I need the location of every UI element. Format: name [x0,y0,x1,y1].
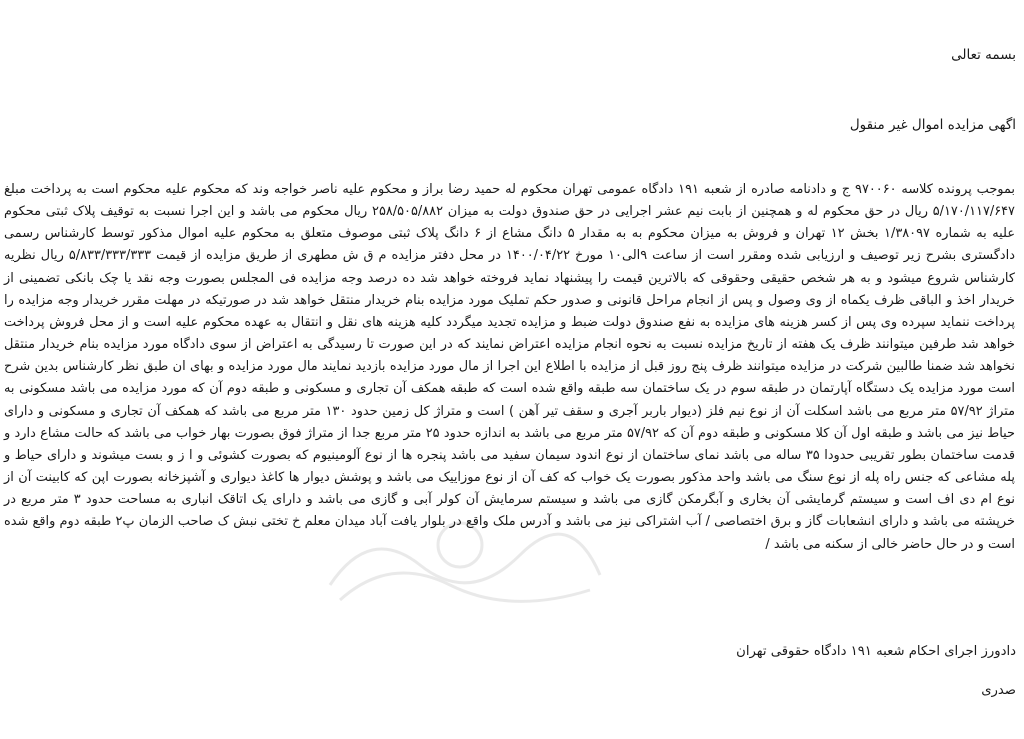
notice-title: اگهی مزایده اموال غیر منقول [849,117,1016,133]
signatory-title: دادورز اجرای احکام شعبه ۱۹۱ دادگاه حقوقی تهران [736,644,1016,659]
signatory-name: صدری [981,683,1016,698]
notice-body-text: بموجب پرونده کلاسه ۹۷۰۰۶۰ ج و دادنامه صادره از شعبه ۱۹۱ دادگاه عمومی تهران محکوم له حمید رضا براز و محکوم علیه ناصر خواجه وند که محکوم علیه محکوم است به پرداخت مبلغ ۵/۱۷۰/۱۱۷/۶۴۷ ریال در حق محکوم له و همچنین از بابت نیم عشر اجرایی در حق صندوق دولت به میزان ۲۵۸/۵۰۵/۸۸۲ ریال محکوم می باشد و این اجرا نسبت به توقیف پلاک ثبتی محکوم علیه به شماره ۱/۳۸۰۹۷ بخش ۱۲ تهران و فروش به میزان محکوم به به مقدار ۵ دانگ مشاع از ۶ دانگ پلاک ثبتی موصوف متعلق به محکوم علیه اموال مذکور توسط کارشناس رسمی دادگستری بشرح زیر توصیف و ارزیابی شده ومقرر است از ساعت ۹الی۱۰ مورخ ۱۴۰۰/۰۴/۲۲ در محل دفتر مزایده م ق ش مطهری از طریق مزایده از قیمت ۵/۸۳۳/۳۳۳/۳۳۳ ریال نظریه کارشناس شروع میشود و به هر شخص حقیقی وحقوقی که بالاترین قیمت را پیشنهاد نماید فروخته خواهد شد ده درصد وجه مزایده فی المجلس بصورت وجه نقد یا چک بانکی تضمینی از خریدار اخذ و الباقی ظرف یکماه از وی وصول و پس از انجام مراحل قانونی و صدور حکم تملیک مورد مزایده بنام خریدار منتقل خواهد شد در صورتیکه در مهلت مقرر خریدار وجه مزایده را پرداخت ننماید سپرده وی پس از کسر هزینه های مزایده به نفع صندوق دولت ضبط و مزایده تجدید میگردد کلیه هزینه های نقل و انتقال به عهده محکوم علیه است و از محل فروش پرداخت خواهد شد طرفین میتوانند ظرف یک هفته از تاریخ مزایده نسبت به نحوه انجام مزایده اعتراض نمایند که در این صورت تا رسیدگی به اعتراض از سوی دادگاه مورد مزایده بنام خریدار منتقل نخواهد شد ضمنا طالبین شرکت در مزایده میتوانند ظرف پنج روز قبل از مزایده با اطلاع این اجرا از مال مورد مزایده بازدید نمایند مال مورد مزایده و بهای ان طبق نظر کارشناس بدین شرح است مورد مزایده یک دستگاه آپارتمان در طبقه سوم در یک ساختمان سه طبقه واقع شده است که طبقه همکف آن تجاری و مسکونی و طبقه دوم آن که مورد مزایده می باشد مسکونی به متراژ ۵۷/۹۲ متر مربع می باشد اسکلت آن از نوع نیم فلز (دیوار باربر آجری و سقف تیر آهن ) است و متراژ کل زمین حدود ۱۳۰ متر مربع می باشد که همکف آن تجاری و مسکونی و دارای حیاط نیز می باشد و طبقه اول آن کلا مسکونی و طبقه دوم آن که ۵۷/۹۲ متر مربع می باشد به اندازه حدود ۲۵ متر مربع جدا از متراژ فوق بصورت بهار خواب می باشد که حالت مشاع دارد و قدمت ساختمان بطور تقریبی حدودا ۳۵ ساله می باشد نمای ساختمان از نوع اندود سیمان سفید می باشد پنجره ها از نوع آلومینیوم که بصورت کشوئی و ا ز و بست میشوند و دارای حیاط و پله مشاعی که جنس راه پله از نوع سنگ می باشد واحد مذکور بصورت یک خواب که کف آن از نوع موزاییک می باشد و پوشش دیوار ها کاغذ دیواری و آشپزخانه بصورت اپن که کابینت آن از نوع ام دی اف است و سیستم گرمایشی آن بخاری و آبگرمکن گازی می باشد و سیستم سرمایش آن کولر آبی و گازی می باشد و دارای یک اتاقک انباری به مساحت حدود ۳ متر مربع در خرپشته می باشد و دارای انشعابات گاز و برق اختصاصی / آب اشتراکی نیز می باشد و آدرس ملک واقع در بلوار یافت آباد میدان معلم خ تختی نبش ک صاحب الزمان پ۲ طبقه دوم واقع شده است و در حال حاضر خالی از سکنه می باشد / [4,182,1016,552]
invocation-heading: بسمه تعالی [951,47,1016,63]
